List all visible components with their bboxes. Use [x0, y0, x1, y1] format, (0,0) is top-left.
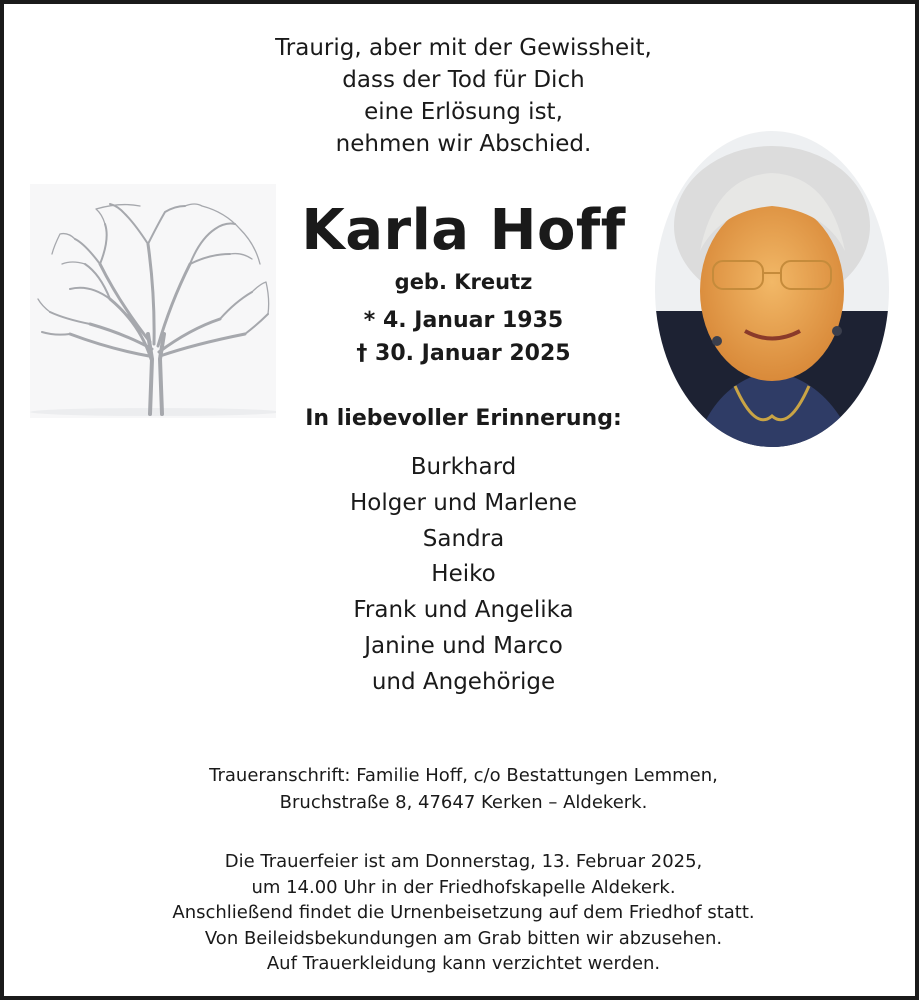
family-member: Holger und Marlene: [349, 489, 577, 516]
service-line: Die Trauerfeier ist am Donnerstag, 13. Februar 2025,: [224, 851, 703, 872]
service-line: Auf Trauerkleidung kann verzichtet werden.: [266, 953, 661, 974]
deceased-name: Karla Hoff: [301, 198, 626, 263]
mourning-address: [4, 762, 919, 816]
family-member: und Angehörige: [371, 668, 556, 695]
family-list: [4, 450, 919, 701]
service-line: Von Beileidsbekundungen am Grab bitten wir abzusehen.: [204, 927, 723, 949]
family-member: Heiko: [431, 561, 496, 588]
family-member: Sandra: [422, 525, 505, 552]
memory-heading: In liebevoller Erinnerung:: [305, 406, 622, 431]
address-line: Bruchstraße 8, 47647 Kerken – Aldekerk.: [279, 792, 648, 813]
portrait-photo: [655, 131, 889, 447]
service-line: Anschließend findet die Urnenbeisetzung auf dem Friedhof statt.: [172, 902, 755, 923]
death-date: † 30. Januar 2025: [356, 341, 571, 366]
quote-line: dass der Tod für Dich: [342, 67, 585, 93]
family-member: Burkhard: [410, 454, 517, 480]
service-info: [4, 849, 919, 977]
quote-line: Traurig, aber mit der Gewissheit,: [275, 35, 652, 61]
service-line: um 14.00 Uhr in der Friedhofskapelle Aldekerk.: [251, 876, 676, 898]
family-member: Frank und Angelika: [353, 597, 574, 624]
quote-line: eine Erlösung ist,: [364, 99, 563, 125]
family-member: Janine und Marco: [364, 632, 563, 659]
birth-date: * 4. Januar 1935: [363, 308, 564, 333]
quote-line: nehmen wir Abschied.: [335, 131, 592, 157]
maiden-name: geb. Kreutz: [394, 270, 533, 294]
address-line: Traueranschrift: Familie Hoff, c/o Bestattungen Lemmen,: [209, 765, 718, 786]
